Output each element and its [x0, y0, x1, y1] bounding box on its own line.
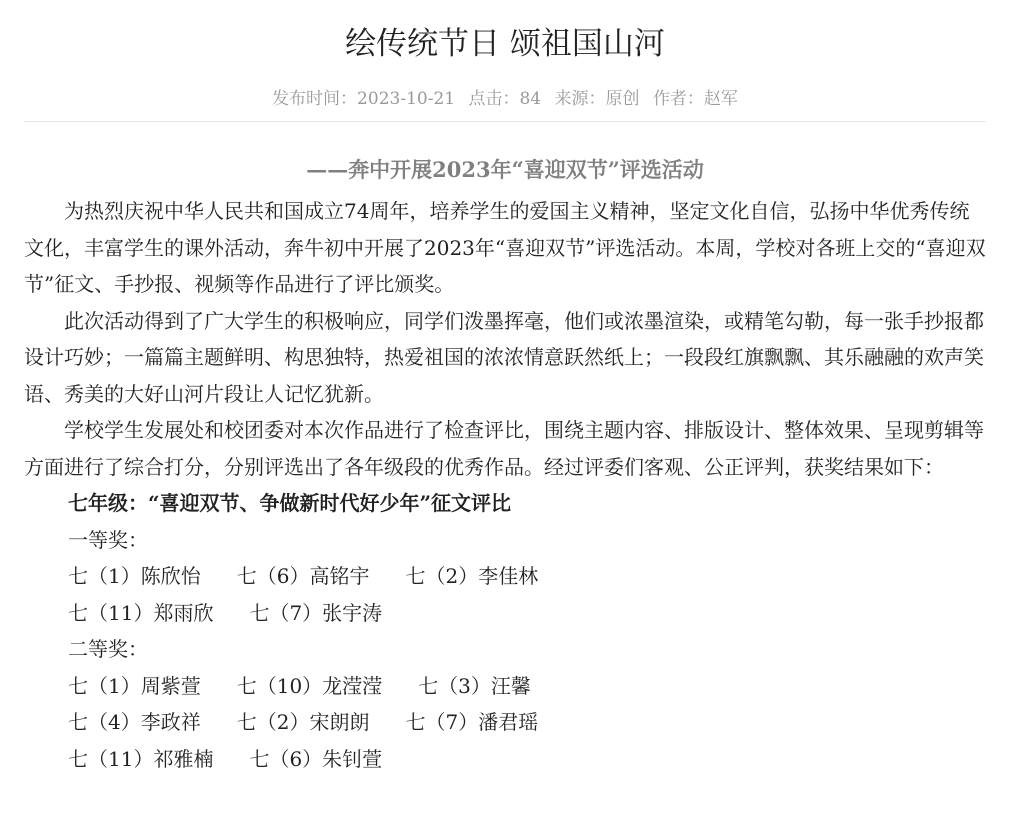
first-prize-label: 一等奖：: [68, 527, 148, 552]
award-row: [24, 595, 986, 632]
second-prize-label: 二等奖：: [68, 637, 148, 661]
award-entry: 七（7）张宇涛: [249, 600, 383, 625]
award-entry: 七（11）祁雅楠: [68, 746, 214, 771]
award-entry: 七（6）高铭宇: [236, 564, 370, 588]
grade7-heading: 七年级：“喜迎双节、争做新时代好少年”征文评比: [68, 491, 512, 515]
award-entry: 七（11）郑雨欣: [68, 600, 214, 625]
publish-time: 发布时间：2023-10-21: [272, 89, 456, 109]
header-divider: [24, 121, 986, 122]
body-paragraph: 此次活动得到了广大学生的积极响应，同学们泼墨挥毫，他们或浓墨渲染，或精笔勾勒，每一张手抄报都设计巧妙；一篇篇主题鲜明、构思独特，热爱祖国的浓浓情意跃然纸上；一段段红旗飘飘、其乐融融的欢声笑语、秀美的大好山河片段让人记忆犹新。: [24, 308, 984, 406]
award-entry: 七（3）汪馨: [418, 673, 531, 698]
article-subtitle: ——奔中开展2023年“喜迎双节”评选活动: [306, 157, 704, 182]
body-paragraph: 学校学生发展处和校团委对本次作品进行了检查评比，围绕主题内容、排版设计、整体效果、呈现剪辑等方面进行了综合打分，分别评选出了各年级段的优秀作品。经过评委们客观、公正评判，获奖结果如下：: [24, 418, 984, 479]
article-title: 绘传统节日 颂祖国山河: [345, 26, 665, 62]
award-entry: 七（7）潘君瑶: [405, 710, 539, 734]
award-row: [24, 704, 986, 741]
award-row: [24, 668, 986, 705]
award-entry: 七（2）宋朗朗: [236, 710, 370, 734]
award-entry: 七（6）朱钊萱: [249, 746, 383, 771]
award-entry: 七（2）李佳林: [405, 564, 539, 588]
award-entry: 七（10）龙滢滢: [236, 673, 383, 698]
article-author: 作者：赵军: [652, 89, 738, 109]
article-meta: [0, 86, 1010, 112]
article-body: [24, 193, 986, 777]
award-row: [24, 741, 986, 778]
body-paragraph: 为热烈庆祝中华人民共和国成立74周年，培养学生的爱国主义精神，坚定文化自信，弘扬中华优秀传统文化，丰富学生的课外活动，奔牛初中开展了2023年“喜迎双节”评选活动。本周，学校对各班上交的“喜迎双节”征文、手抄报、视频等作品进行了评比颁奖。: [24, 199, 986, 296]
award-entry: 七（1）周紫萱: [68, 673, 201, 698]
award-entry: 七（1）陈欣怡: [68, 564, 201, 588]
award-entry: 七（4）李政祥: [68, 710, 201, 734]
award-row: [24, 558, 986, 595]
article-source: 来源：原创: [554, 89, 640, 109]
click-count: 点击：84: [468, 89, 542, 109]
